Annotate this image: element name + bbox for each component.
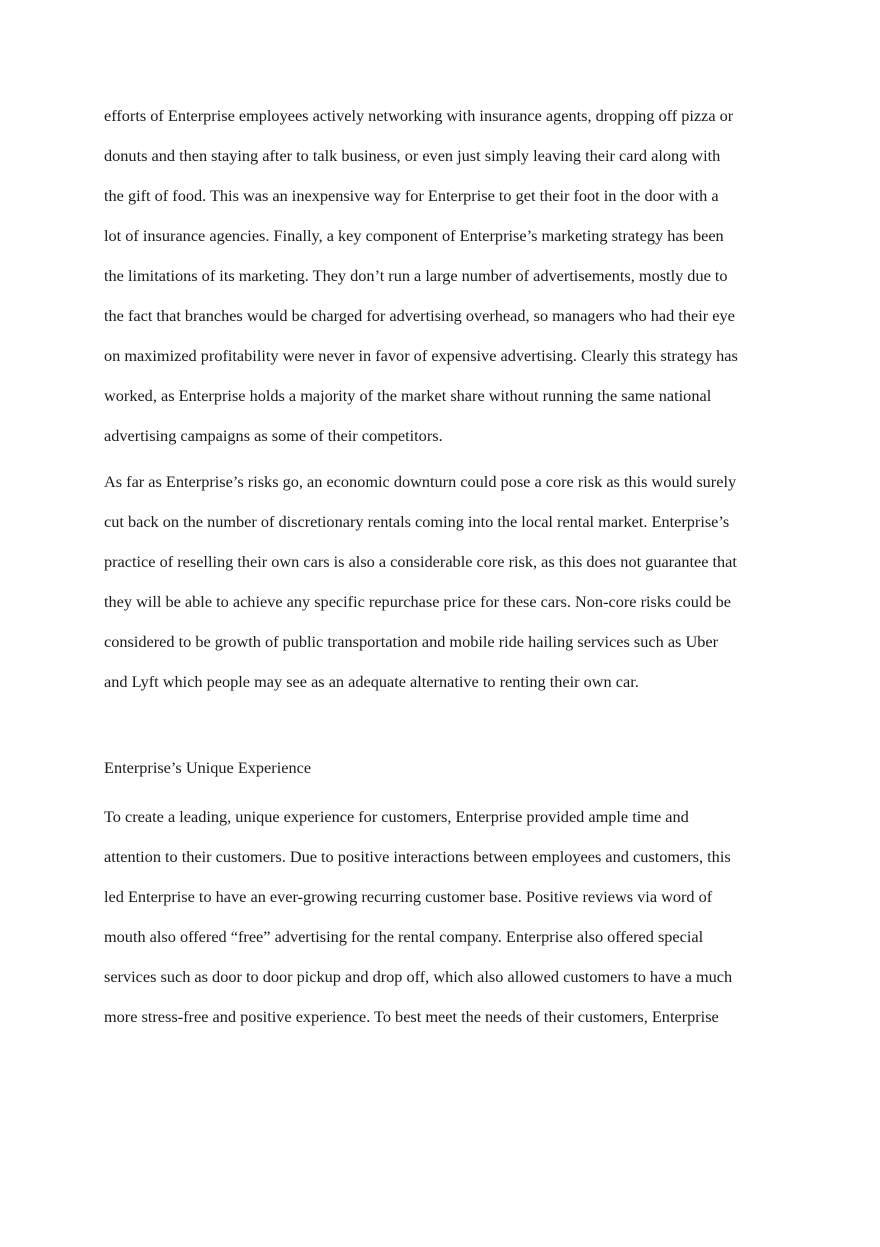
text-line: lot of insurance agencies. Finally, a key component of Enterprise’s marketing strategy has been — [104, 226, 724, 245]
text-line: attention to their customers. Due to positive interactions between employees and customers, this — [104, 847, 731, 866]
text-line: led Enterprise to have an ever-growing recurring customer base. Positive reviews via word of — [104, 887, 713, 906]
paragraph-risks — [104, 462, 784, 702]
text-line: efforts of Enterprise employees actively networking with insurance agents, dropping off pizza or — [104, 106, 734, 125]
text-line: more stress-free and positive experience. To best meet the needs of their customers, Enterprise — [104, 1007, 719, 1026]
text-line: the gift of food. This was an inexpensive way for Enterprise to get their foot in the door with a — [104, 186, 719, 205]
text-line: the fact that branches would be charged for advertising overhead, so managers who had their eye — [104, 306, 735, 325]
paragraph-unique-experience — [104, 797, 784, 1037]
text-line: the limitations of its marketing. They don’t run a large number of advertisements, mostly due to — [104, 266, 728, 285]
text-line: practice of reselling their own cars is also a considerable core risk, as this does not guarantee that — [104, 552, 737, 571]
text-line: they will be able to achieve any specific repurchase price for these cars. Non-core risks could be — [104, 592, 732, 611]
text-line: To create a leading, unique experience for customers, Enterprise provided ample time and — [104, 807, 689, 826]
section-heading: Enterprise’s Unique Experience — [104, 758, 312, 777]
text-line: cut back on the number of discretionary rentals coming into the local rental market. Enterprise’s — [104, 512, 730, 531]
text-line: on maximized profitability were never in favor of expensive advertising. Clearly this strategy has — [104, 346, 738, 365]
text-line: worked, as Enterprise holds a majority of the market share without running the same national — [104, 386, 712, 405]
text-line: services such as door to door pickup and drop off, which also allowed customers to have a much — [104, 967, 733, 986]
text-line: mouth also offered “free” advertising for the rental company. Enterprise also offered special — [104, 927, 704, 946]
text-line: advertising campaigns as some of their competitors. — [104, 426, 443, 445]
text-line: and Lyft which people may see as an adequate alternative to renting their own car. — [104, 672, 639, 691]
paragraph-marketing — [104, 96, 784, 456]
text-line: considered to be growth of public transportation and mobile ride hailing services such as Uber — [104, 632, 718, 651]
text-line: As far as Enterprise’s risks go, an economic downturn could pose a core risk as this would surely — [104, 472, 737, 491]
text-line: donuts and then staying after to talk business, or even just simply leaving their card along with — [104, 146, 721, 165]
